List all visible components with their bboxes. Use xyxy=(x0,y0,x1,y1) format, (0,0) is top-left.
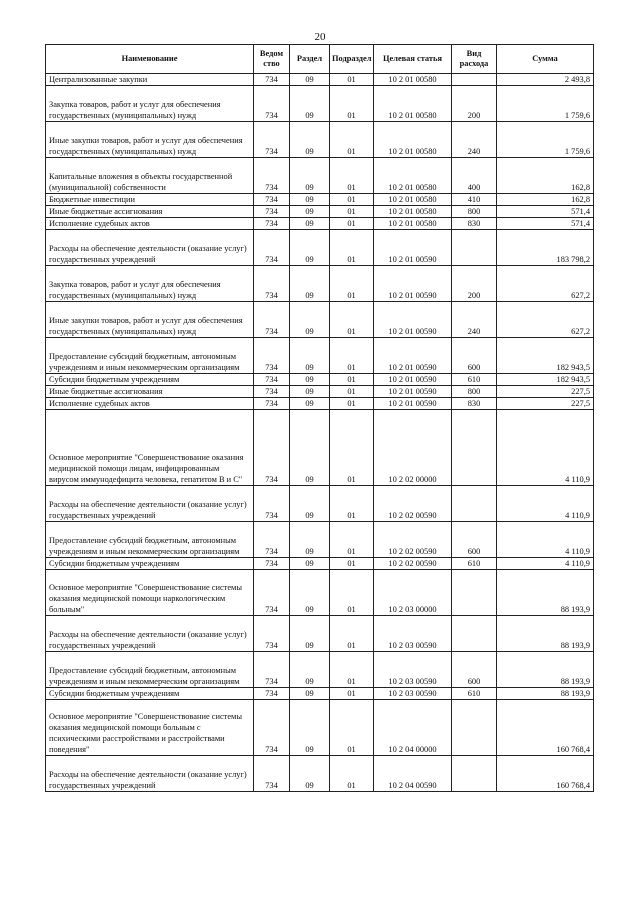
cell-amount: 183 798,2 xyxy=(497,230,594,266)
cell-target: 10 2 01 00590 xyxy=(374,302,452,338)
cell-amount: 227,5 xyxy=(497,386,594,398)
cell-amount: 4 110,9 xyxy=(497,558,594,570)
table-row xyxy=(46,700,594,756)
cell-expense-type xyxy=(452,570,497,616)
table-row xyxy=(46,652,594,688)
cell-expense-type: 600 xyxy=(452,338,497,374)
cell-ministry: 734 xyxy=(254,74,290,86)
table-row xyxy=(46,158,594,194)
cell-target: 10 2 02 00590 xyxy=(374,486,452,522)
cell-ministry: 734 xyxy=(254,86,290,122)
column-header-expense-type: Вид расхода xyxy=(452,45,497,74)
cell-section: 09 xyxy=(290,570,330,616)
cell-section: 09 xyxy=(290,688,330,700)
column-header-ministry: Ведом ство xyxy=(254,45,290,74)
cell-amount: 1 759,6 xyxy=(497,86,594,122)
cell-expense-type: 240 xyxy=(452,122,497,158)
cell-name: Закупка товаров, работ и услуг для обеспечения государственных (муниципальных) нужд xyxy=(46,86,254,122)
table-row xyxy=(46,522,594,558)
cell-section: 09 xyxy=(290,338,330,374)
cell-subsection: 01 xyxy=(330,398,374,410)
cell-section: 09 xyxy=(290,86,330,122)
table-row xyxy=(46,86,594,122)
column-header-section: Раздел xyxy=(290,45,330,74)
cell-subsection: 01 xyxy=(330,302,374,338)
cell-expense-type: 600 xyxy=(452,522,497,558)
cell-subsection: 01 xyxy=(330,486,374,522)
cell-amount: 88 193,9 xyxy=(497,616,594,652)
cell-amount: 88 193,9 xyxy=(497,570,594,616)
cell-target: 10 2 03 00590 xyxy=(374,652,452,688)
cell-target: 10 2 01 00590 xyxy=(374,398,452,410)
cell-name: Расходы на обеспечение деятельности (оказание услуг) государственных учреждений xyxy=(46,756,254,792)
cell-section: 09 xyxy=(290,410,330,486)
cell-section: 09 xyxy=(290,616,330,652)
cell-name: Расходы на обеспечение деятельности (оказание услуг) государственных учреждений xyxy=(46,230,254,266)
cell-section: 09 xyxy=(290,386,330,398)
cell-expense-type: 800 xyxy=(452,386,497,398)
cell-subsection: 01 xyxy=(330,86,374,122)
cell-subsection: 01 xyxy=(330,206,374,218)
cell-amount: 4 110,9 xyxy=(497,486,594,522)
cell-amount: 88 193,9 xyxy=(497,652,594,688)
cell-ministry: 734 xyxy=(254,700,290,756)
cell-expense-type xyxy=(452,74,497,86)
table-row xyxy=(46,688,594,700)
cell-name: Централизованные закупки xyxy=(46,74,254,86)
cell-ministry: 734 xyxy=(254,410,290,486)
cell-name: Предоставление субсидий бюджетным, автономным учреждениям и иным некоммерческим организациям xyxy=(46,652,254,688)
table-row xyxy=(46,302,594,338)
table-row xyxy=(46,266,594,302)
cell-amount: 88 193,9 xyxy=(497,688,594,700)
table-row xyxy=(46,194,594,206)
table-row xyxy=(46,122,594,158)
cell-expense-type xyxy=(452,756,497,792)
cell-section: 09 xyxy=(290,398,330,410)
cell-subsection: 01 xyxy=(330,652,374,688)
cell-section: 09 xyxy=(290,74,330,86)
cell-subsection: 01 xyxy=(330,74,374,86)
cell-expense-type: 600 xyxy=(452,652,497,688)
cell-amount: 162,8 xyxy=(497,158,594,194)
cell-ministry: 734 xyxy=(254,386,290,398)
table-row xyxy=(46,218,594,230)
cell-name: Иные закупки товаров, работ и услуг для обеспечения государственных (муниципальных) нужд xyxy=(46,302,254,338)
cell-ministry: 734 xyxy=(254,266,290,302)
cell-section: 09 xyxy=(290,486,330,522)
cell-subsection: 01 xyxy=(330,218,374,230)
column-header-subsection: Подраздел xyxy=(330,45,374,74)
cell-subsection: 01 xyxy=(330,230,374,266)
cell-ministry: 734 xyxy=(254,374,290,386)
table-row xyxy=(46,616,594,652)
cell-section: 09 xyxy=(290,558,330,570)
cell-ministry: 734 xyxy=(254,302,290,338)
cell-section: 09 xyxy=(290,122,330,158)
cell-target: 10 2 03 00590 xyxy=(374,616,452,652)
cell-expense-type: 830 xyxy=(452,218,497,230)
table-row xyxy=(46,338,594,374)
cell-target: 10 2 01 00580 xyxy=(374,218,452,230)
cell-subsection: 01 xyxy=(330,688,374,700)
cell-name: Предоставление субсидий бюджетным, автономным учреждениям и иным некоммерческим организациям xyxy=(46,522,254,558)
cell-target: 10 2 02 00590 xyxy=(374,522,452,558)
cell-section: 09 xyxy=(290,522,330,558)
cell-target: 10 2 01 00580 xyxy=(374,158,452,194)
cell-expense-type: 830 xyxy=(452,398,497,410)
cell-section: 09 xyxy=(290,194,330,206)
cell-target: 10 2 01 00590 xyxy=(374,374,452,386)
table-row xyxy=(46,398,594,410)
cell-amount: 571,4 xyxy=(497,218,594,230)
table-row xyxy=(46,756,594,792)
cell-name: Иные бюджетные ассигнования xyxy=(46,386,254,398)
column-header-amount: Сумма xyxy=(497,45,594,74)
cell-ministry: 734 xyxy=(254,206,290,218)
cell-target: 10 2 01 00580 xyxy=(374,122,452,158)
table-row xyxy=(46,74,594,86)
cell-subsection: 01 xyxy=(330,616,374,652)
cell-target: 10 2 01 00580 xyxy=(374,194,452,206)
cell-name: Субсидии бюджетным учреждениям xyxy=(46,374,254,386)
cell-expense-type: 610 xyxy=(452,374,497,386)
cell-target: 10 2 04 00590 xyxy=(374,756,452,792)
cell-section: 09 xyxy=(290,652,330,688)
cell-target: 10 2 01 00590 xyxy=(374,266,452,302)
cell-subsection: 01 xyxy=(330,570,374,616)
cell-target: 10 2 04 00000 xyxy=(374,700,452,756)
table-row xyxy=(46,374,594,386)
cell-ministry: 734 xyxy=(254,338,290,374)
cell-name: Иные закупки товаров, работ и услуг для обеспечения государственных (муниципальных) нужд xyxy=(46,122,254,158)
cell-ministry: 734 xyxy=(254,158,290,194)
cell-expense-type: 400 xyxy=(452,158,497,194)
cell-expense-type: 410 xyxy=(452,194,497,206)
cell-amount: 182 943,5 xyxy=(497,374,594,386)
cell-ministry: 734 xyxy=(254,616,290,652)
cell-target: 10 2 02 00590 xyxy=(374,558,452,570)
table-row xyxy=(46,206,594,218)
cell-target: 10 2 01 00580 xyxy=(374,86,452,122)
cell-name: Основное мероприятие "Совершенствование системы оказания медицинской помощи наркологическим больным" xyxy=(46,570,254,616)
cell-expense-type: 200 xyxy=(452,86,497,122)
cell-target: 10 2 01 00590 xyxy=(374,338,452,374)
cell-ministry: 734 xyxy=(254,486,290,522)
table-header-row xyxy=(46,45,594,74)
cell-amount: 4 110,9 xyxy=(497,522,594,558)
cell-expense-type: 240 xyxy=(452,302,497,338)
cell-subsection: 01 xyxy=(330,558,374,570)
table-row xyxy=(46,410,594,486)
cell-subsection: 01 xyxy=(330,194,374,206)
cell-expense-type xyxy=(452,410,497,486)
cell-section: 09 xyxy=(290,230,330,266)
cell-ministry: 734 xyxy=(254,122,290,158)
cell-subsection: 01 xyxy=(330,266,374,302)
cell-target: 10 2 01 00580 xyxy=(374,74,452,86)
cell-expense-type: 610 xyxy=(452,558,497,570)
column-header-target: Целевая статья xyxy=(374,45,452,74)
cell-subsection: 01 xyxy=(330,374,374,386)
cell-ministry: 734 xyxy=(254,194,290,206)
cell-target: 10 2 03 00000 xyxy=(374,570,452,616)
cell-subsection: 01 xyxy=(330,158,374,194)
cell-name: Субсидии бюджетным учреждениям xyxy=(46,688,254,700)
cell-section: 09 xyxy=(290,206,330,218)
cell-amount: 4 110,9 xyxy=(497,410,594,486)
cell-expense-type: 200 xyxy=(452,266,497,302)
cell-ministry: 734 xyxy=(254,522,290,558)
cell-ministry: 734 xyxy=(254,558,290,570)
cell-expense-type xyxy=(452,486,497,522)
cell-amount: 227,5 xyxy=(497,398,594,410)
cell-subsection: 01 xyxy=(330,386,374,398)
cell-name: Субсидии бюджетным учреждениям xyxy=(46,558,254,570)
cell-target: 10 2 01 00590 xyxy=(374,386,452,398)
cell-amount: 1 759,6 xyxy=(497,122,594,158)
cell-name: Предоставление субсидий бюджетным, автономным учреждениям и иным некоммерческим организациям xyxy=(46,338,254,374)
table-row xyxy=(46,570,594,616)
cell-amount: 182 943,5 xyxy=(497,338,594,374)
cell-name: Закупка товаров, работ и услуг для обеспечения государственных (муниципальных) нужд xyxy=(46,266,254,302)
cell-name: Исполнение судебных актов xyxy=(46,218,254,230)
cell-target: 10 2 02 00000 xyxy=(374,410,452,486)
cell-ministry: 734 xyxy=(254,652,290,688)
cell-amount: 162,8 xyxy=(497,194,594,206)
cell-subsection: 01 xyxy=(330,522,374,558)
table-row xyxy=(46,230,594,266)
cell-expense-type xyxy=(452,616,497,652)
cell-subsection: 01 xyxy=(330,338,374,374)
cell-name: Основное мероприятие "Совершенствование оказания медицинской помощи лицам, инфицированным вирусом иммунодефицита человека, гепатитом В и С" xyxy=(46,410,254,486)
cell-section: 09 xyxy=(290,266,330,302)
table-row xyxy=(46,486,594,522)
cell-name: Бюджетные инвестиции xyxy=(46,194,254,206)
cell-amount: 627,2 xyxy=(497,266,594,302)
cell-section: 09 xyxy=(290,756,330,792)
cell-ministry: 734 xyxy=(254,230,290,266)
cell-section: 09 xyxy=(290,374,330,386)
cell-subsection: 01 xyxy=(330,410,374,486)
page-number: 20 xyxy=(314,31,326,43)
cell-amount: 160 768,4 xyxy=(497,756,594,792)
cell-ministry: 734 xyxy=(254,756,290,792)
cell-subsection: 01 xyxy=(330,122,374,158)
cell-expense-type xyxy=(452,700,497,756)
table-row xyxy=(46,386,594,398)
cell-ministry: 734 xyxy=(254,688,290,700)
cell-ministry: 734 xyxy=(254,398,290,410)
cell-amount: 2 493,8 xyxy=(497,74,594,86)
cell-subsection: 01 xyxy=(330,756,374,792)
cell-name: Капитальные вложения в объекты государственной (муниципальной) собственности xyxy=(46,158,254,194)
cell-name: Исполнение судебных актов xyxy=(46,398,254,410)
cell-expense-type: 610 xyxy=(452,688,497,700)
cell-expense-type: 800 xyxy=(452,206,497,218)
table-row xyxy=(46,558,594,570)
cell-name: Основное мероприятие "Совершенствование системы оказания медицинской помощи больным с психическими расстройствами и расстройствами поведения" xyxy=(46,700,254,756)
cell-section: 09 xyxy=(290,302,330,338)
cell-ministry: 734 xyxy=(254,218,290,230)
cell-name: Иные бюджетные ассигнования xyxy=(46,206,254,218)
cell-subsection: 01 xyxy=(330,700,374,756)
cell-section: 09 xyxy=(290,218,330,230)
budget-table xyxy=(45,44,594,792)
cell-name: Расходы на обеспечение деятельности (оказание услуг) государственных учреждений xyxy=(46,616,254,652)
cell-amount: 571,4 xyxy=(497,206,594,218)
cell-amount: 160 768,4 xyxy=(497,700,594,756)
cell-target: 10 2 01 00590 xyxy=(374,230,452,266)
cell-name: Расходы на обеспечение деятельности (оказание услуг) государственных учреждений xyxy=(46,486,254,522)
cell-expense-type xyxy=(452,230,497,266)
cell-target: 10 2 01 00580 xyxy=(374,206,452,218)
cell-section: 09 xyxy=(290,700,330,756)
cell-section: 09 xyxy=(290,158,330,194)
cell-ministry: 734 xyxy=(254,570,290,616)
column-header-name: Наименование xyxy=(46,45,254,74)
cell-amount: 627,2 xyxy=(497,302,594,338)
cell-target: 10 2 03 00590 xyxy=(374,688,452,700)
